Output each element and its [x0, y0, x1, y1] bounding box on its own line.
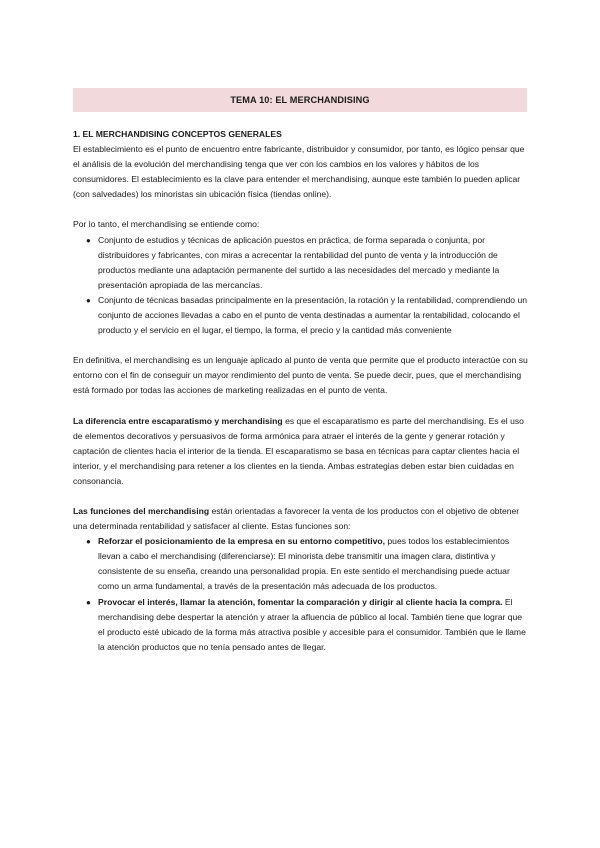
definition-lead: Por lo tanto, el merchandising se entiende como:: [73, 219, 260, 230]
intro-paragraph: El establecimiento es el punto de encuentro entre fabricante, distribuidor y consumidor, por tanto, es lógico pensar que el análisis de la evolución del merchandising tenga que ver con los cambios en los valores y hábitos de los consumidores. El establecimiento es la clave para entender el merchandising, aunque este también lo pueden aplicar (con salvedades) los minoristas sin ubicación física (tiendas online).: [73, 144, 525, 200]
definitive-paragraph: En definitiva, el merchandising es un lenguaje aplicado al punto de venta que permite que el producto interactúe con su entorno con el fin de conseguir un mayor rendimiento del punto de venta. Se puede decir, pues, que el merchandising está formado por todas las acciones de marketing realizadas en el punto de venta.: [73, 355, 528, 396]
difference-paragraph: [73, 414, 529, 489]
list-item: [73, 595, 529, 655]
document-body: [73, 127, 529, 655]
definition-text: Conjunto de estudios y técnicas de aplicación puestos en práctica, de forma separada o conjunta, por distribuidores y fabricantes, con miras a acrecentar la rentabilidad del punto de venta y la introducción de productos mediante una adaptación permanente del surtido a las necesidades del mercado y mediante la presentación apropiada de las mercancías.: [98, 234, 500, 290]
paragraph-spacer: [73, 338, 529, 353]
function-text: pues todos los establecimientos llevan a cabo el merchandising (diferenciarse): El minorista debe transmitir una imagen clara, distintiva y consistente de su enseña, creando una personalidad propia. En este sentido el merchandising puede actuar como un arma fundamental, a través de la presentación más adecuada de los productos.: [98, 536, 510, 592]
paragraph-spacer: [73, 489, 529, 504]
difference-text: es que el escaparatismo es parte del merchandising. Es el uso de elementos decorativos y persuasivos de forma armónica para atraer el interés de la gente y generar rotación y captación de clientes hacia el interior de la tienda. El escaparatismo se basa en técnicas para captar clientes hacia el interior, y el merchandising para retener a los clientes en la tienda. Ambas estrategias deben estar bien cuidadas en consonancia.: [73, 415, 524, 486]
bullet-icon: ●: [86, 295, 91, 305]
definitions-list: [73, 233, 529, 339]
document-title: TEMA 10: EL MERCHANDISING: [230, 95, 370, 105]
function-text: El merchandising debe despertar la atención y atraer la afluencia de público al local. También tiene que lograr que el producto esté ubicado de la forma más atractiva posible y accesible para el consumidor. También que le llame la atención productos que no tenía pensado antes de llegar.: [98, 596, 526, 652]
definition-text: Conjunto de técnicas basadas principalmente en la presentación, la rotación y la rentabilidad, comprendiendo un conjunto de acciones llevadas a cabo en el punto de venta destinadas a aumentar la rentabilidad, colocando el producto y el servicio en el lugar, el tiempo, la forma, el precio y la cantidad más conveniente: [98, 294, 528, 336]
paragraph-spacer: [73, 399, 529, 414]
function-bold-phrase: Provocar el interés, llamar la atención, fomentar la comparación y dirigir al cliente hacia la compra.: [98, 596, 503, 607]
bullet-icon: ●: [86, 597, 91, 607]
functions-list: [73, 534, 529, 655]
difference-bold-phrase: La diferencia entre escaparatismo y merchandising: [73, 415, 283, 426]
list-item: [73, 293, 529, 338]
list-item: [73, 233, 529, 293]
section-heading: 1. EL MERCHANDISING CONCEPTOS GENERALES: [73, 129, 282, 139]
functions-paragraph: [73, 504, 529, 534]
functions-text: están orientadas a favorecer la venta de los productos con el objetivo de obtener una determinada rentabilidad y satisfacer al cliente. Estas funciones son:: [73, 505, 520, 532]
functions-bold-phrase: Las funciones del merchandising: [73, 505, 210, 516]
paragraph-spacer: [73, 202, 529, 217]
list-item: [73, 534, 529, 594]
bullet-icon: ●: [86, 235, 91, 245]
bullet-icon: ●: [86, 537, 91, 547]
function-bold-phrase: Reforzar el posicionamiento de la empresa en su entorno competitivo,: [98, 536, 386, 547]
document-title-banner: [73, 88, 527, 112]
